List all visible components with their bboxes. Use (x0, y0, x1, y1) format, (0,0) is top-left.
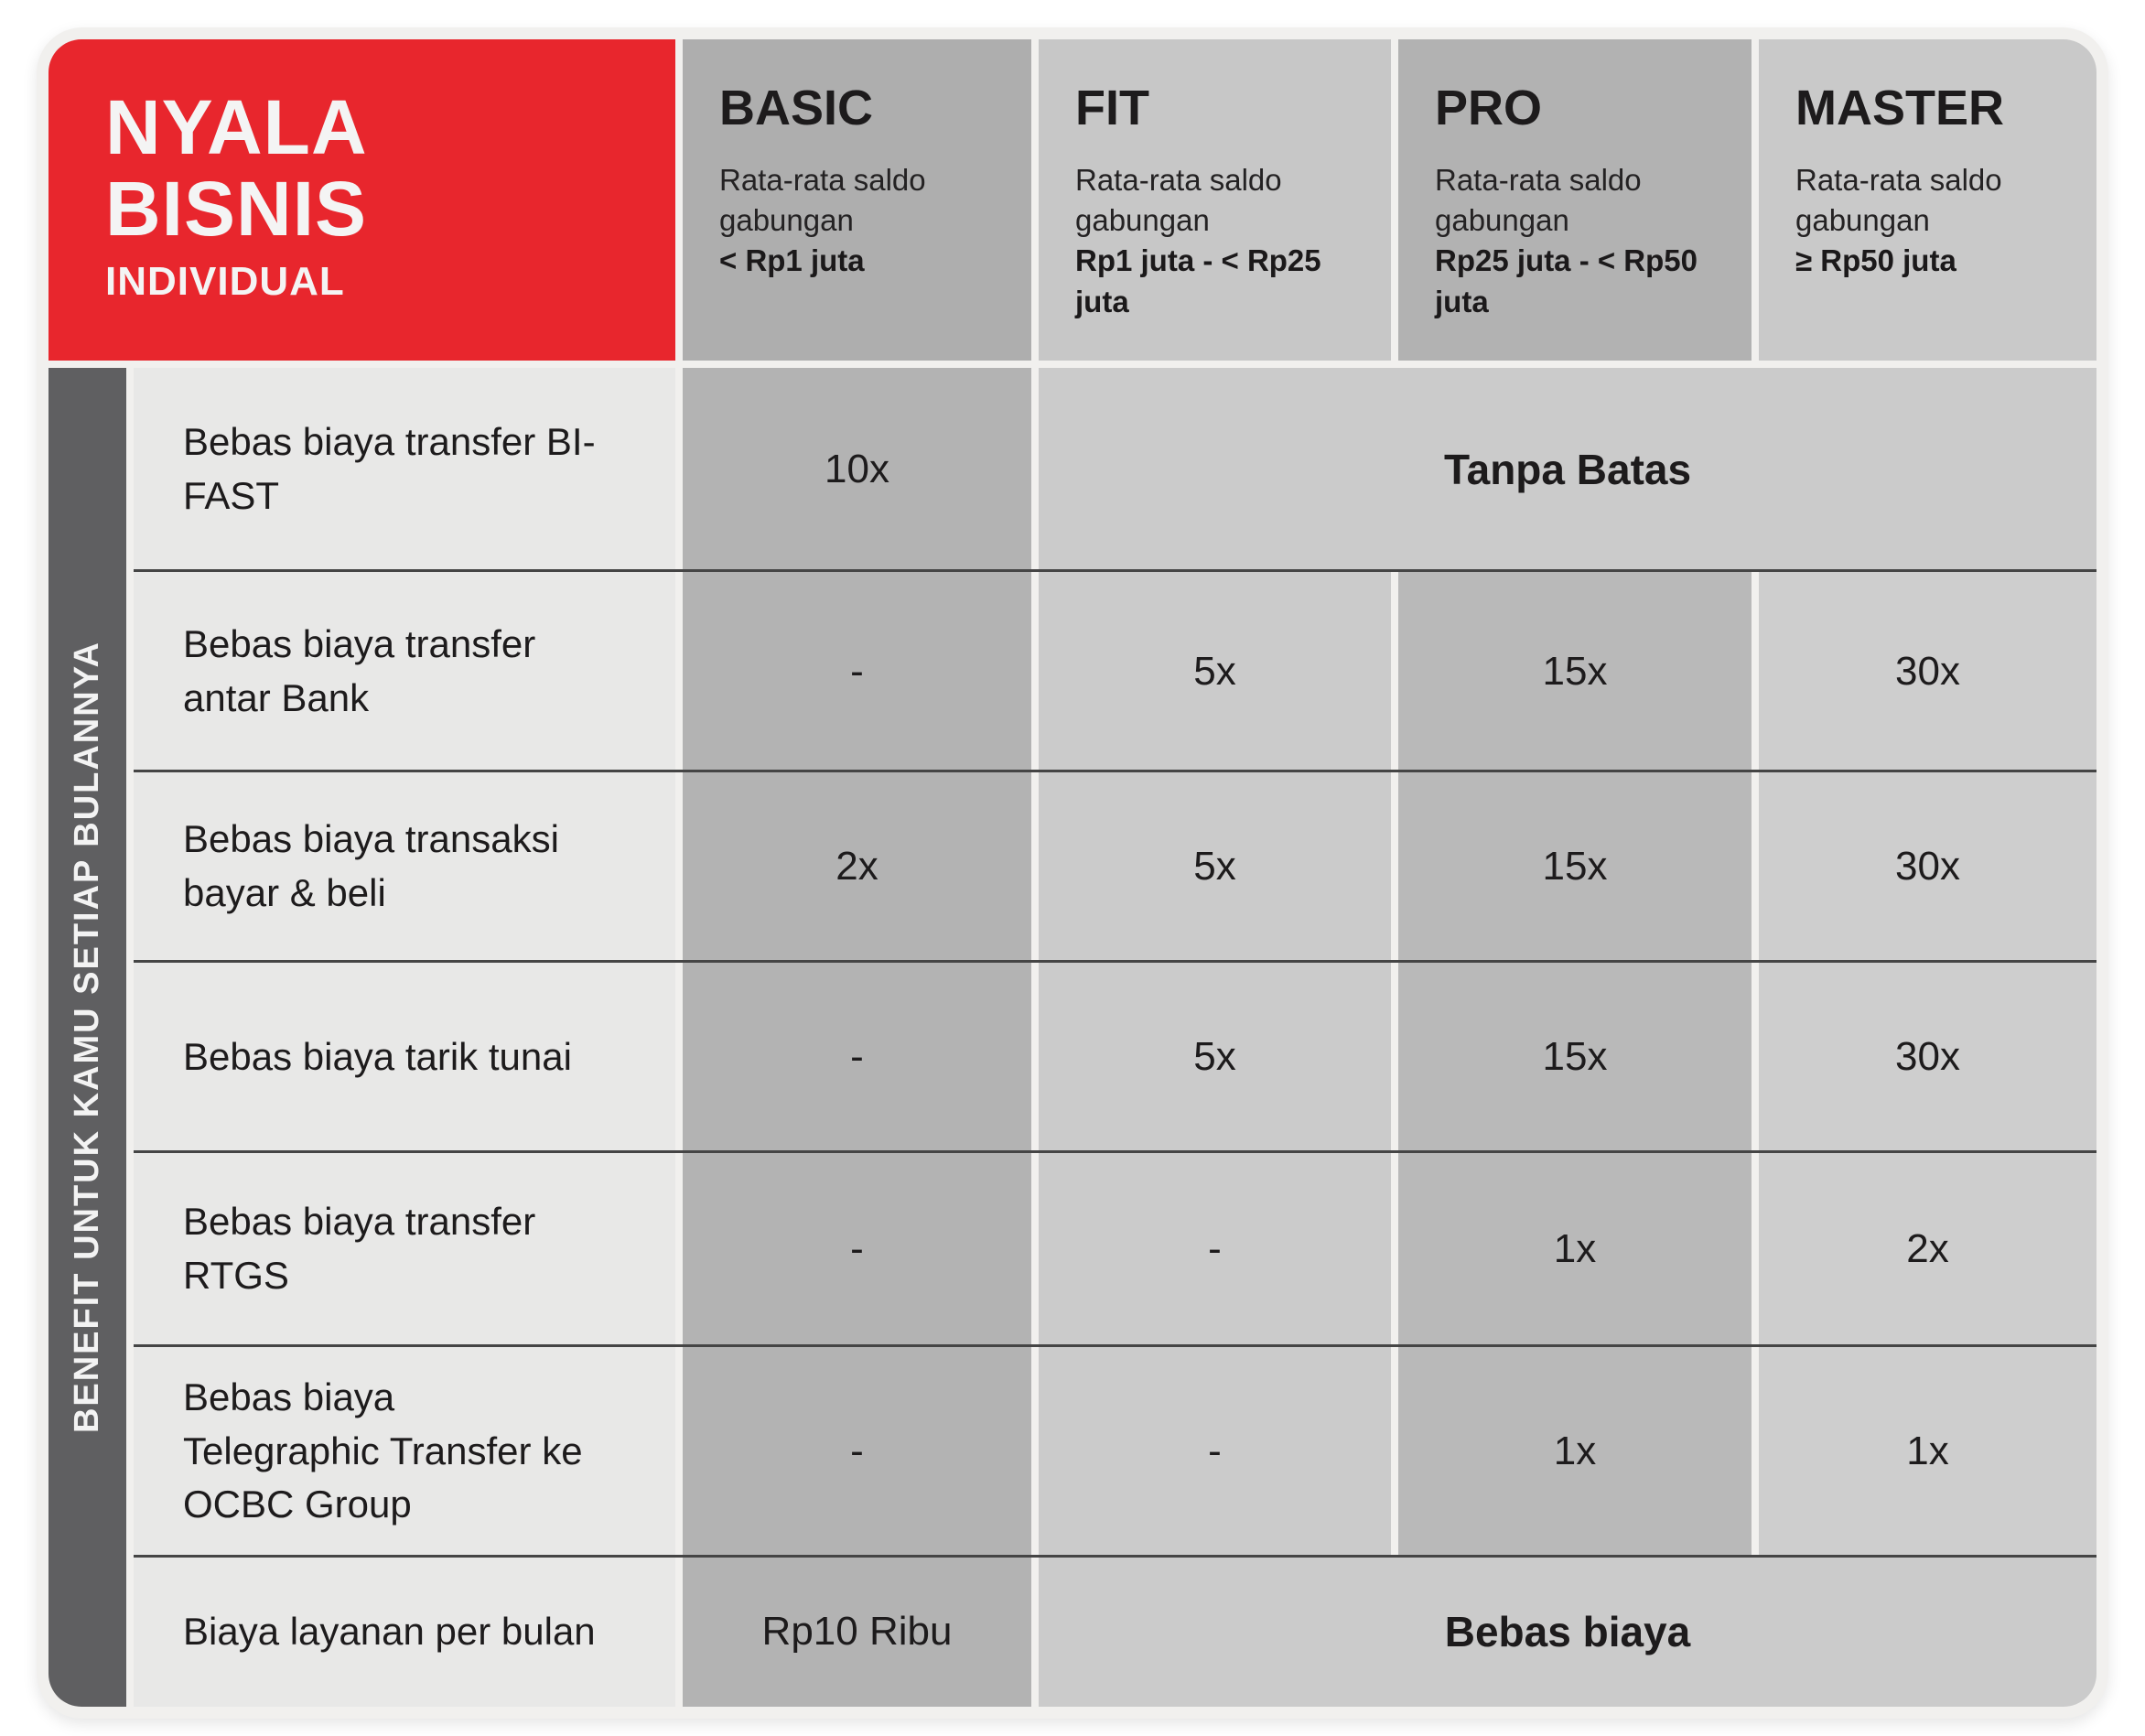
row-separator-4 (134, 1150, 2096, 1153)
row-separator-5 (134, 1344, 2096, 1347)
tier-name-pro: PRO (1435, 81, 1543, 135)
cell-bifast-fit-pro-master: Tanpa Batas (1039, 368, 2096, 571)
pricing-table-card (37, 27, 2108, 1719)
brand-subtitle: INDIVIDUAL (105, 259, 345, 305)
cell-tariktunai-fit: 5x (1039, 962, 1391, 1152)
cell-antarbank-basic: - (683, 571, 1031, 771)
table-inner (49, 39, 2096, 1707)
tier-range-basic: < Rp1 juta (719, 243, 865, 278)
cell-bayarbeli-basic: 2x (683, 771, 1031, 962)
cell-bayarbeli-master: 30x (1759, 771, 2096, 962)
tier-header-fit (1039, 39, 1391, 361)
table-body (49, 368, 2096, 1707)
tier-range-master: ≥ Rp50 juta (1795, 243, 1956, 278)
row-label-antar-bank: Bebas biaya transfer antar Bank (134, 571, 675, 771)
row-label-bifast: Bebas biaya transfer BI-FAST (134, 368, 675, 571)
cell-rtgs-fit: - (1039, 1152, 1391, 1346)
benefit-group-label: BENEFIT UNTUK KAMU SETIAP BULANNYA (68, 641, 106, 1434)
cell-antarbank-fit: 5x (1039, 571, 1391, 771)
tier-name-basic: BASIC (719, 81, 874, 135)
tier-name-fit: FIT (1075, 81, 1149, 135)
cell-antarbank-master: 30x (1759, 571, 2096, 771)
tier-desc-pro: Rata-rata saldo gabungan (1435, 163, 1642, 238)
cell-biayalayanan-fit-pro-master: Bebas biaya (1039, 1557, 2096, 1707)
row-label-biaya-layanan: Biaya layanan per bulan (134, 1557, 675, 1707)
cell-telegraphic-basic: - (683, 1346, 1031, 1557)
cell-tariktunai-basic: - (683, 962, 1031, 1152)
row-label-bayar-beli: Bebas biaya transaksi bayar & beli (134, 771, 675, 962)
tier-range-fit: Rp1 juta - < Rp25 juta (1075, 243, 1321, 318)
tier-desc-fit: Rata-rata saldo gabungan (1075, 163, 1282, 238)
benefit-group-sidebar (49, 368, 126, 1707)
brand-title-line2: BISNIS (105, 166, 368, 253)
cell-rtgs-pro: 1x (1398, 1152, 1752, 1346)
tier-desc-master: Rata-rata saldo gabungan (1795, 163, 2002, 238)
tier-header-pro (1398, 39, 1752, 361)
cell-telegraphic-pro: 1x (1398, 1346, 1752, 1557)
tier-desc-basic: Rata-rata saldo gabungan (719, 163, 926, 238)
cell-tariktunai-pro: 15x (1398, 962, 1752, 1152)
cell-antarbank-pro: 15x (1398, 571, 1752, 771)
cell-tariktunai-master: 30x (1759, 962, 2096, 1152)
tier-name-master: MASTER (1795, 81, 2004, 135)
brand-title-line1: NYALA (105, 84, 368, 170)
cell-telegraphic-master: 1x (1759, 1346, 2096, 1557)
cell-rtgs-master: 2x (1759, 1152, 2096, 1346)
row-separator-6 (134, 1555, 2096, 1558)
tier-header-master (1759, 39, 2096, 361)
cell-biayalayanan-basic: Rp10 Ribu (683, 1557, 1031, 1707)
row-separator-2 (134, 770, 2096, 772)
row-label-rtgs: Bebas biaya transfer RTGS (134, 1152, 675, 1346)
row-label-telegraphic: Bebas biaya Telegraphic Transfer ke OCBC Group (134, 1346, 675, 1557)
cell-bifast-basic: 10x (683, 368, 1031, 571)
tier-header-basic (683, 39, 1031, 361)
cell-telegraphic-fit: - (1039, 1346, 1391, 1557)
tier-range-pro: Rp25 juta - < Rp50 juta (1435, 243, 1698, 318)
table-header-band (49, 39, 2096, 361)
brand-block (49, 39, 675, 361)
row-label-tarik-tunai: Bebas biaya tarik tunai (134, 962, 675, 1152)
cell-rtgs-basic: - (683, 1152, 1031, 1346)
row-separator-3 (134, 960, 2096, 963)
cell-bayarbeli-pro: 15x (1398, 771, 1752, 962)
row-separator-1 (134, 569, 2096, 572)
cell-bayarbeli-fit: 5x (1039, 771, 1391, 962)
